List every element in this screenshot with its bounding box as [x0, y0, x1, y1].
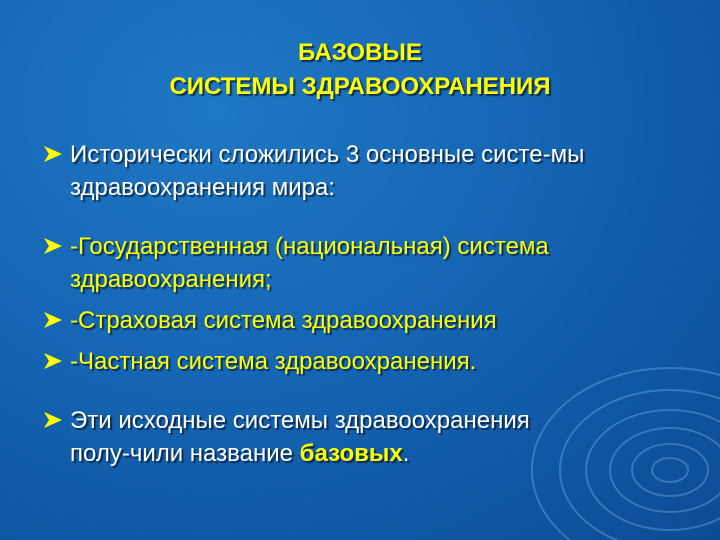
bullet-item-history	[42, 138, 702, 204]
bullet-text-line-2-prefix: полу-чили название	[70, 440, 300, 467]
arrow-bullet-icon	[42, 311, 64, 329]
bullet-text-line-2: здравоохранения;	[70, 266, 272, 293]
bullet-text-line-2: здравоохранения мира:	[70, 174, 335, 201]
bullet-text: -Частная система здравоохранения.	[70, 348, 477, 375]
bullet-text-end: .	[402, 440, 410, 467]
highlight-word: базовых	[299, 440, 403, 467]
arrow-bullet-icon	[42, 237, 64, 255]
arrow-bullet-icon	[42, 352, 64, 370]
bullet-item-state-system	[42, 230, 702, 296]
arrow-bullet-icon	[42, 145, 64, 163]
bullet-text-line-1: Исторически сложились 3 основные систе-мы	[70, 141, 585, 168]
arrow-bullet-icon	[42, 411, 64, 429]
bullet-list	[42, 138, 702, 470]
bullet-text-line-1: -Государственная (национальная) система	[70, 233, 549, 260]
slide-title	[0, 36, 720, 104]
title-line-1: БАЗОВЫЕ	[298, 39, 422, 66]
title-line-2: СИСТЕМЫ ЗДРАВООХРАНЕНИЯ	[169, 73, 551, 100]
bullet-item-insurance-system	[42, 304, 702, 337]
bullet-item-basic-systems	[42, 404, 702, 470]
bullet-item-private-system	[42, 345, 702, 378]
bullet-text: -Страховая система здравоохранения	[70, 307, 497, 334]
bullet-text-line-1: Эти исходные системы здравоохранения	[70, 407, 530, 434]
